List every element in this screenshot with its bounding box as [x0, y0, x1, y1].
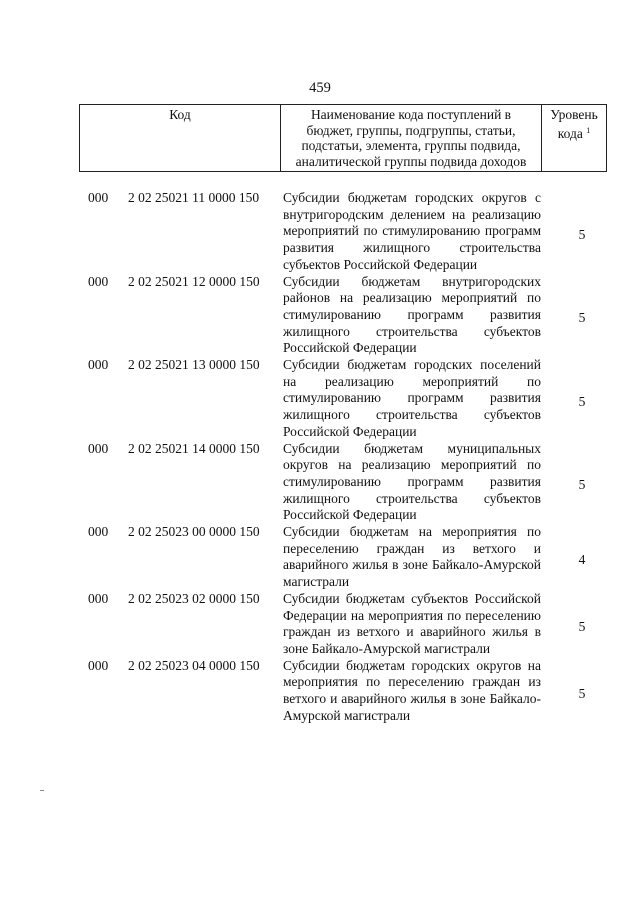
row-level-cell: [541, 658, 623, 725]
table-row: [0, 591, 640, 658]
header-level-label: кода: [557, 125, 583, 141]
header-level: [542, 105, 607, 172]
header-name-line: бюджет, группы, подгруппы, статьи,: [306, 122, 516, 138]
header-name-line: аналитической группы подвида доходов: [295, 153, 527, 169]
table-row: [0, 441, 640, 525]
row-level: 5: [578, 310, 586, 326]
row-income-code: 2 02 25021 14 0000 150: [128, 440, 260, 456]
row-level-cell: [541, 190, 623, 274]
row-name: Субсидии бюджетам городских округов на мероприятия по переселению граждан из ветхого и аварийного жилья в зоне Байкало-Амурской магистрали: [283, 657, 541, 723]
row-level-cell: [541, 524, 623, 591]
row-name: Субсидии бюджетам субъектов Российской Федерации на мероприятия по переселению граждан из ветхого и аварийного жилья в зоне Байкало-Амурской магистрали: [283, 590, 541, 656]
row-admin-code: 000: [88, 524, 109, 540]
row-level-cell: [541, 591, 623, 658]
table-header: [79, 104, 607, 172]
row-income-code: 2 02 25023 02 0000 150: [128, 590, 260, 606]
row-level: 5: [578, 393, 586, 409]
row-income-code: 2 02 25021 11 0000 150: [128, 190, 260, 205]
header-name-line: Наименование кода поступлений в: [310, 107, 512, 122]
row-name: Субсидии бюджетам городских округов с внутригородским делением на реализацию мероприятий по стимулированию программ развития жилищного строительства субъектов Российской Федерации: [283, 190, 541, 272]
scan-mark: [40, 790, 44, 791]
row-admin-code: 000: [88, 590, 109, 606]
row-income-code: 2 02 25021 12 0000 150: [128, 273, 260, 289]
row-level: 5: [578, 477, 586, 493]
row-admin-code: 000: [88, 440, 109, 456]
header-name: [281, 105, 542, 172]
row-level: 4: [578, 552, 586, 568]
table-body: [0, 190, 640, 725]
header-code: Код: [80, 105, 281, 172]
table-row: [0, 274, 640, 358]
row-admin-code: 000: [88, 657, 109, 673]
row-income-code: 2 02 25023 00 0000 150: [128, 524, 260, 540]
row-name: Субсидии бюджетам городских поселений на реализацию мероприятий по стимулированию программ развития жилищного строительства субъектов Российской Федерации: [283, 357, 541, 439]
row-level-cell: [541, 441, 623, 525]
header-level-line2: [542, 123, 606, 142]
row-level: 5: [578, 686, 586, 702]
row-level-cell: [541, 274, 623, 358]
row-level: 5: [578, 619, 586, 635]
header-name-line: подстатьи, элемента, группы подвида,: [301, 138, 521, 153]
row-level-cell: [541, 357, 623, 441]
footnote-marker: 1: [586, 125, 591, 135]
row-income-code: 2 02 25021 13 0000 150: [128, 357, 260, 373]
row-income-code: 2 02 25023 04 0000 150: [128, 657, 260, 673]
row-level: 5: [578, 226, 586, 242]
row-admin-code: 000: [88, 190, 109, 205]
row-name: Субсидии бюджетам внутригородских районов на реализацию мероприятий по стимулированию программ развития жилищного строительства субъектов Российской Федерации: [283, 273, 541, 356]
header-level-line1: Уровень: [550, 107, 598, 122]
table-row: [0, 658, 640, 725]
table-row: [0, 357, 640, 441]
row-name: Субсидии бюджетам муниципальных округов на реализацию мероприятий по стимулированию программ развития жилищного строительства субъектов Российской Федерации: [283, 440, 541, 523]
page-number: 459: [309, 80, 331, 96]
row-admin-code: 000: [88, 273, 109, 289]
row-admin-code: 000: [88, 357, 109, 373]
row-name: Субсидии бюджетам на мероприятия по переселению граждан из ветхого и аварийного жилья в зоне Байкало-Амурской магистрали: [283, 524, 541, 590]
table-row: [0, 524, 640, 591]
table-row: [0, 190, 640, 274]
